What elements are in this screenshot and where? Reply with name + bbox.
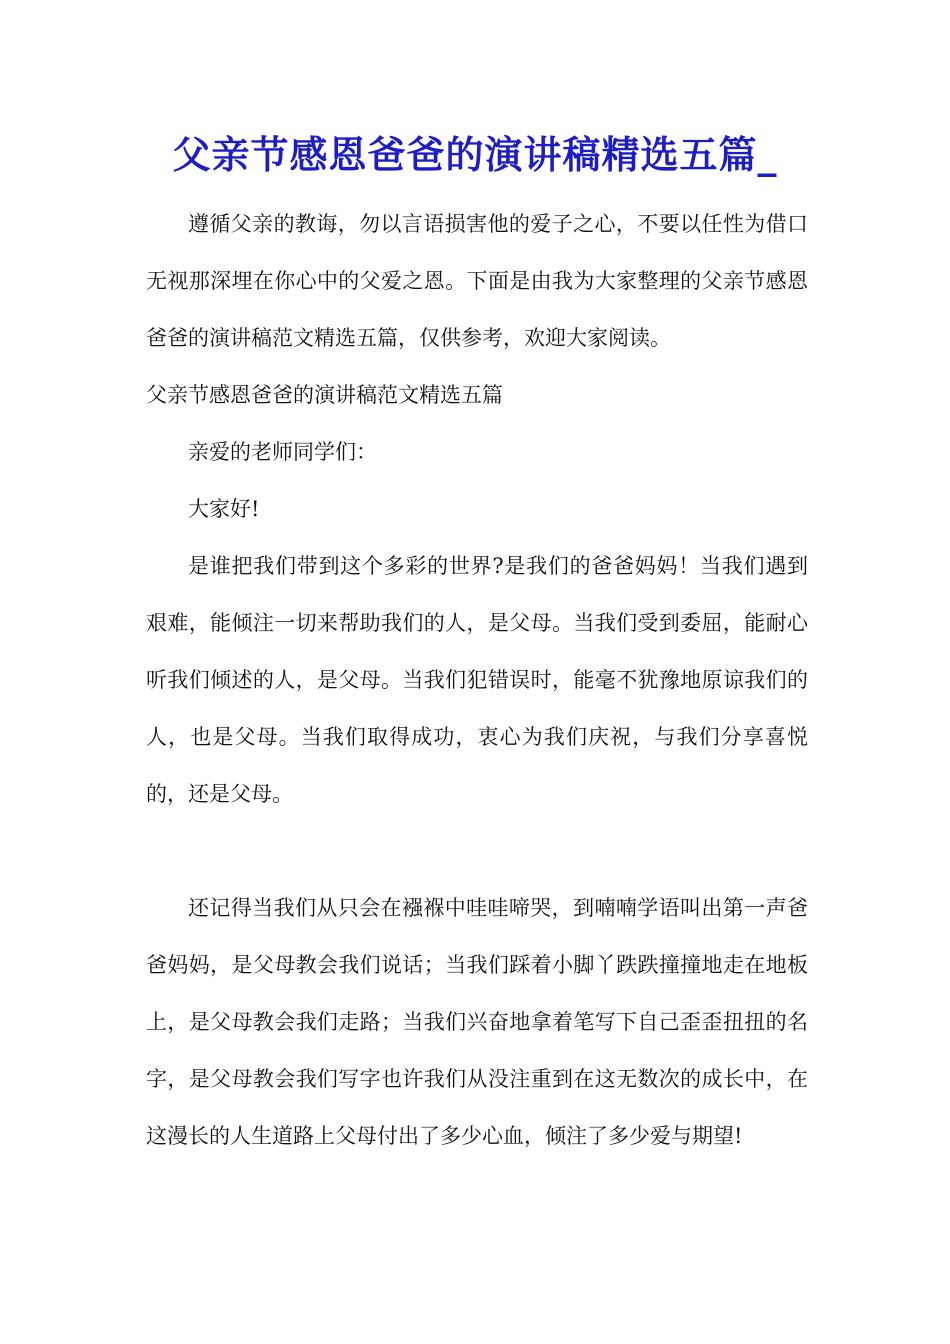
paragraph-spacer xyxy=(146,823,808,880)
greeting: 大家好! xyxy=(188,497,260,521)
body-paragraph-2: 还记得当我们从只会在襁褓中哇哇啼哭，到喃喃学语叫出第一声爸爸妈妈，是父母教会我们说话；当我们踩着小脚丫跌跌撞撞地走在地板上，是父母教会我们走路；当我们兴奋地拿着笔写下自己歪歪扭扭的名字，是父母教会我们写字也许我们从没注重到在这无数次的成长中，在这漫长的人生道路上父母付出了多少心血，倾注了多少爱与期望! xyxy=(146,896,808,1148)
document-title: 父亲节感恩爸爸的演讲稿精选五篇_ xyxy=(172,132,778,177)
intro-paragraph: 遵循父亲的教诲，勿以言语损害他的爱子之心，不要以任性为借口无视那深埋在你心中的父爱之恩。下面是由我为大家整理的父亲节感恩爸爸的演讲稿范文精选五篇，仅供参考，欢迎大家阅读。 xyxy=(146,212,808,350)
section-heading: 父亲节感恩爸爸的演讲稿范文精选五篇 xyxy=(146,383,503,407)
body-paragraph-1: 是谁把我们带到这个多彩的世界?是我们的爸爸妈妈！当我们遇到艰难，能倾注一切来帮助我们的人，是父母。当我们受到委屈，能耐心听我们倾述的人，是父母。当我们犯错误时，能毫不犹豫地原谅我们的人，也是父母。当我们取得成功，衷心为我们庆祝，与我们分享喜悦的，还是父母。 xyxy=(146,554,808,806)
document-body xyxy=(146,196,808,1165)
salutation: 亲爱的老师同学们： xyxy=(188,440,377,464)
